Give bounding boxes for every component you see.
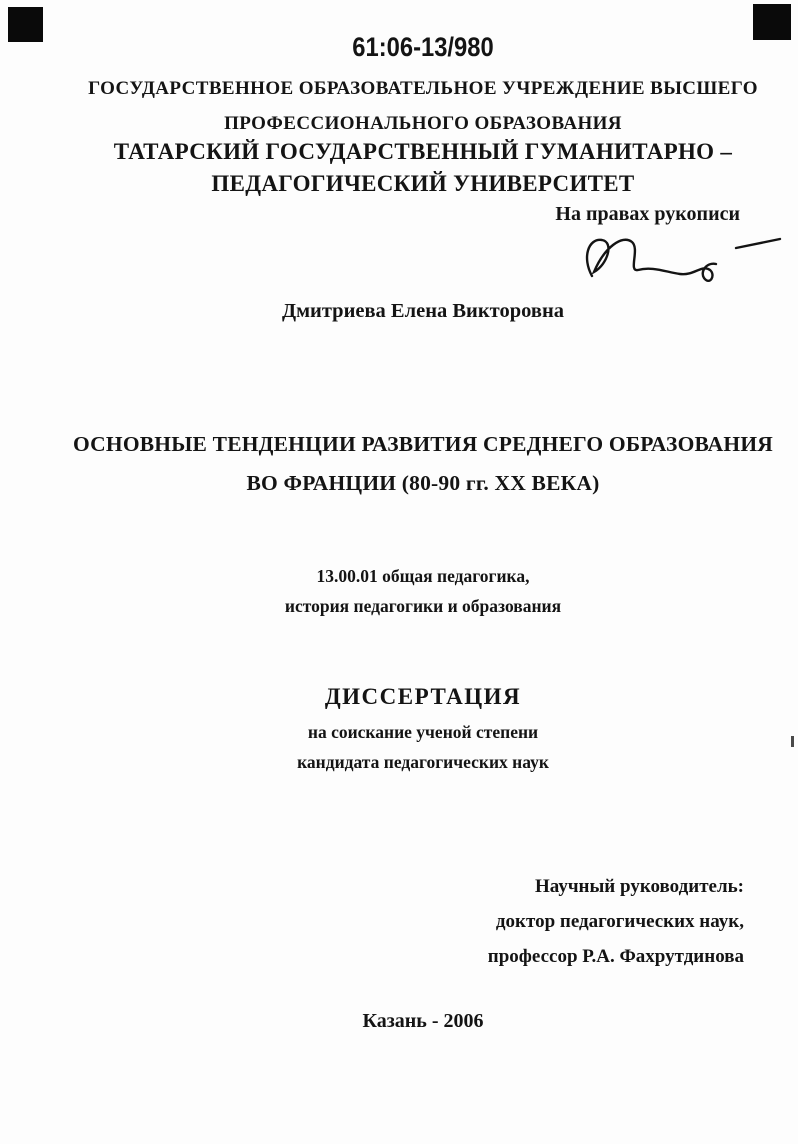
specialty-name-line: история педагогики и образования	[284, 596, 562, 616]
supervisor-label: Научный руководитель:	[535, 876, 744, 897]
author-name: Дмитриева Елена Викторовна	[281, 300, 565, 322]
scan-corner-mark-top-left	[8, 7, 43, 42]
supervisor-name: профессор Р.А. Фахрутдинова	[487, 946, 744, 967]
manuscript-rights-note: На правах рукописи	[555, 203, 740, 225]
city-and-year: Казань - 2006	[362, 1010, 484, 1032]
scan-corner-mark-top-right	[753, 4, 791, 40]
institution-line-4: ПЕДАГОГИЧЕСКИЙ УНИВЕРСИТЕТ	[211, 171, 635, 196]
supervisor-degree: доктор педагогических наук,	[495, 911, 744, 932]
work-type-heading: ДИССЕРТАЦИЯ	[324, 684, 522, 709]
dissertation-title-line-2: ВО ФРАНЦИИ (80-90 гг. XX ВЕКА)	[246, 471, 600, 495]
institution-line-1: ГОСУДАРСТВЕННОЕ ОБРАЗОВАТЕЛЬНОЕ УЧРЕЖДЕНИЕ ВЫСШЕГО	[88, 78, 758, 99]
institution-line-3: ТАТАРСКИЙ ГОСУДАРСТВЕННЫЙ ГУМАНИТАРНО –	[113, 139, 733, 164]
specialty-code-line: 13.00.01 общая педагогика,	[316, 566, 530, 586]
degree-purpose-line-2: кандидата педагогических наук	[297, 752, 549, 772]
institution-line-2: ПРОФЕССИОНАЛЬНОГО ОБРАЗОВАНИЯ	[224, 113, 622, 134]
dissertation-title-line-1: ОСНОВНЫЕ ТЕНДЕНЦИИ РАЗВИТИЯ СРЕДНЕГО ОБРАЗОВАНИЯ	[73, 432, 773, 456]
degree-purpose-line-1: на соискание ученой степени	[307, 722, 539, 742]
scan-edge-speck	[791, 736, 794, 747]
catalog-number: 61:06-13/980	[352, 32, 494, 62]
signature-handwriting	[578, 230, 783, 288]
